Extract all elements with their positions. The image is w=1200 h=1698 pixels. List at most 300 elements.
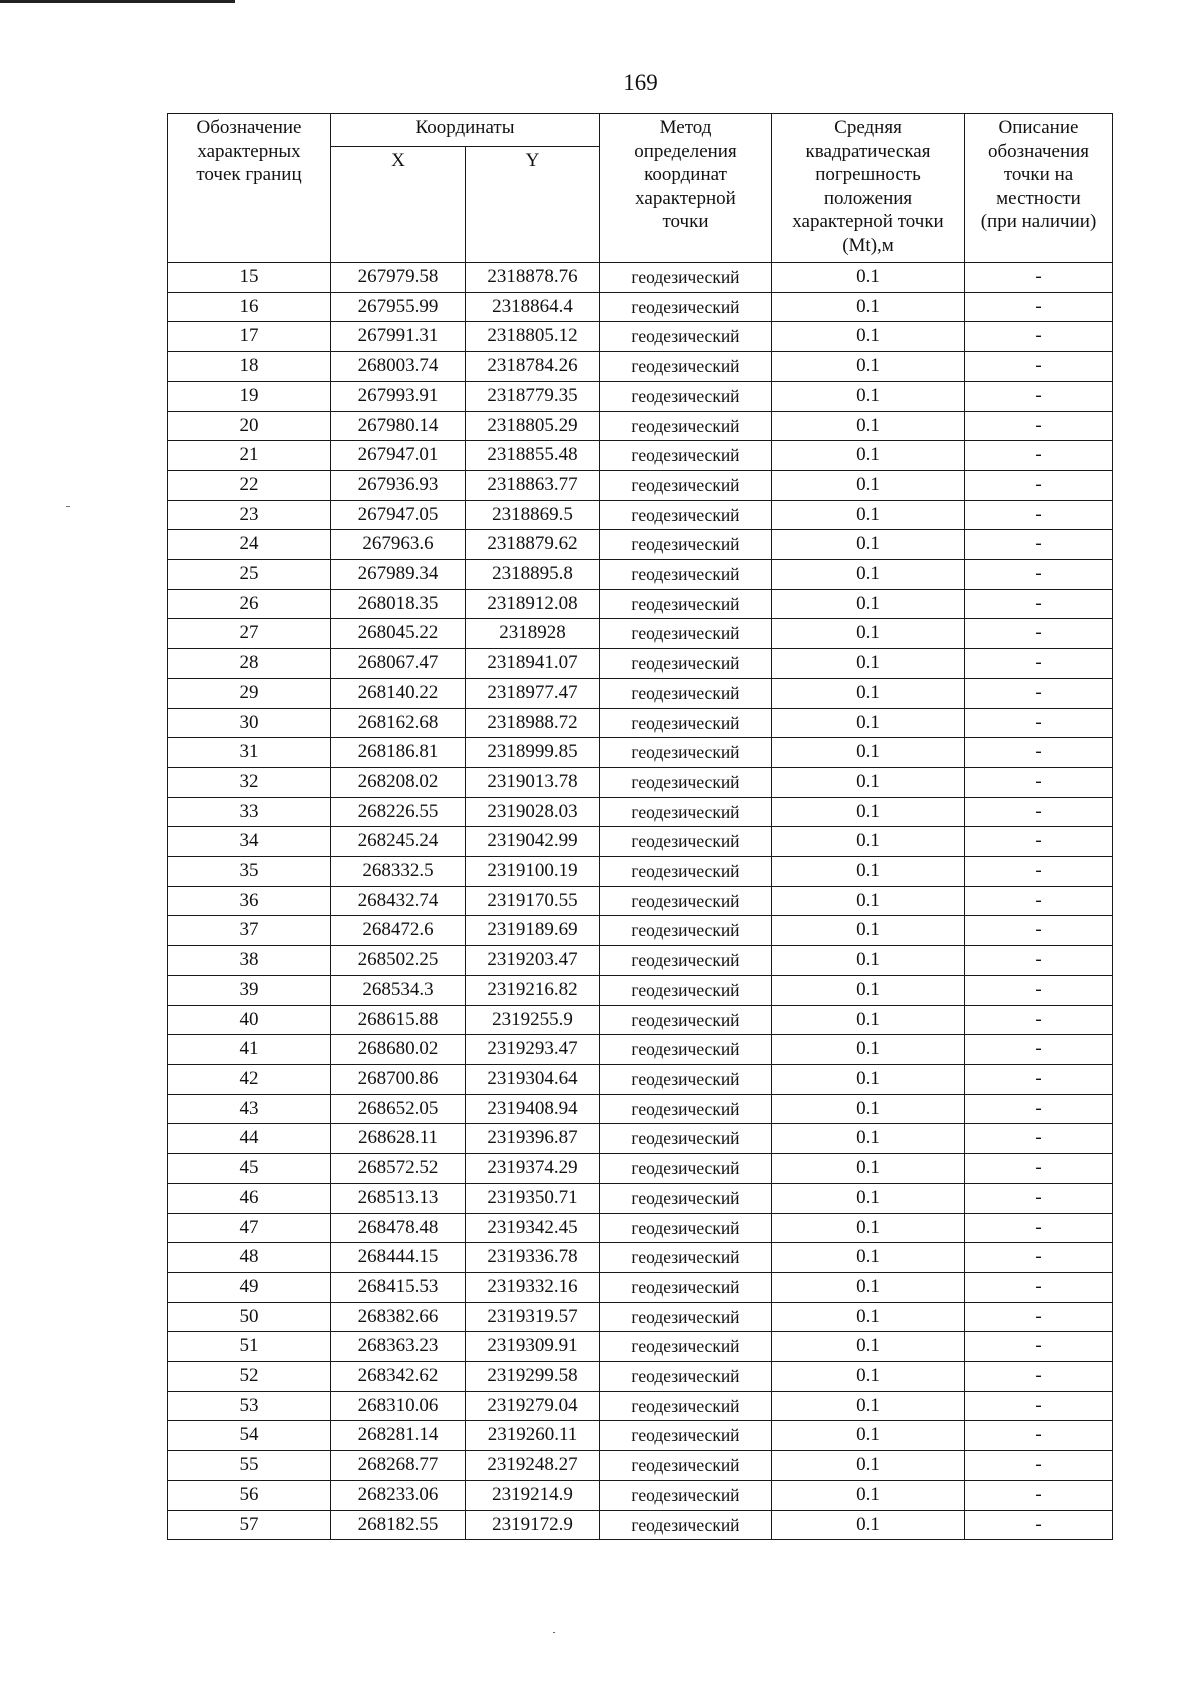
cell-y: 2318879.62: [466, 530, 600, 560]
cell-point: 39: [168, 975, 331, 1005]
cell-x: 268342.62: [331, 1362, 466, 1392]
cell-point: 34: [168, 827, 331, 857]
cell-error: 0.1: [772, 738, 965, 768]
cell-x: 268281.14: [331, 1421, 466, 1451]
cell-method: геодезический: [600, 1421, 772, 1451]
cell-y: 2318895.8: [466, 560, 600, 590]
cell-error: 0.1: [772, 500, 965, 530]
cell-x: 268700.86: [331, 1064, 466, 1094]
cell-x: 268245.24: [331, 827, 466, 857]
cell-y: 2318779.35: [466, 381, 600, 411]
cell-description: -: [965, 708, 1113, 738]
cell-error: 0.1: [772, 649, 965, 679]
cell-description: -: [965, 1005, 1113, 1035]
table-row: [168, 1213, 1113, 1243]
coordinates-table: [167, 113, 1113, 1540]
cell-point: 45: [168, 1154, 331, 1184]
cell-method: геодезический: [600, 797, 772, 827]
cell-point: 41: [168, 1035, 331, 1065]
table-row: [168, 292, 1113, 322]
cell-x: 268432.74: [331, 886, 466, 916]
cell-x: 267963.6: [331, 530, 466, 560]
cell-description: -: [965, 827, 1113, 857]
cell-y: 2319170.55: [466, 886, 600, 916]
cell-x: 268233.06: [331, 1480, 466, 1510]
cell-error: 0.1: [772, 975, 965, 1005]
cell-x: 268186.81: [331, 738, 466, 768]
cell-error: 0.1: [772, 1480, 965, 1510]
cell-x: 268226.55: [331, 797, 466, 827]
table-row: [168, 1064, 1113, 1094]
cell-point: 31: [168, 738, 331, 768]
table-row: [168, 1094, 1113, 1124]
table-row: [168, 649, 1113, 679]
cell-method: геодезический: [600, 1510, 772, 1540]
cell-method: геодезический: [600, 500, 772, 530]
cell-description: -: [965, 1362, 1113, 1392]
cell-y: 2319336.78: [466, 1243, 600, 1273]
table-header: [168, 114, 1113, 263]
cell-x: 268067.47: [331, 649, 466, 679]
cell-description: -: [965, 1183, 1113, 1213]
cell-x: 268615.88: [331, 1005, 466, 1035]
cell-point: 50: [168, 1302, 331, 1332]
table-row: [168, 946, 1113, 976]
cell-description: -: [965, 441, 1113, 471]
cell-method: геодезический: [600, 1243, 772, 1273]
cell-x: 268045.22: [331, 619, 466, 649]
cell-point: 15: [168, 263, 331, 293]
cell-point: 48: [168, 1243, 331, 1273]
header-y: Y: [466, 147, 600, 263]
cell-point: 17: [168, 322, 331, 352]
cell-x: 267947.01: [331, 441, 466, 471]
cell-error: 0.1: [772, 1362, 965, 1392]
cell-error: 0.1: [772, 1451, 965, 1481]
table-row: [168, 797, 1113, 827]
cell-description: -: [965, 797, 1113, 827]
cell-error: 0.1: [772, 1391, 965, 1421]
cell-method: геодезический: [600, 678, 772, 708]
cell-error: 0.1: [772, 1005, 965, 1035]
cell-point: 54: [168, 1421, 331, 1451]
cell-point: 42: [168, 1064, 331, 1094]
cell-description: -: [965, 470, 1113, 500]
cell-x: 268182.55: [331, 1510, 466, 1540]
cell-description: -: [965, 738, 1113, 768]
cell-point: 24: [168, 530, 331, 560]
cell-error: 0.1: [772, 322, 965, 352]
table-row: [168, 678, 1113, 708]
table-row: [168, 1480, 1113, 1510]
cell-method: геодезический: [600, 1094, 772, 1124]
cell-error: 0.1: [772, 381, 965, 411]
cell-x: 268208.02: [331, 767, 466, 797]
cell-x: 268003.74: [331, 352, 466, 382]
cell-x: 268652.05: [331, 1094, 466, 1124]
cell-method: геодезический: [600, 1480, 772, 1510]
cell-y: 2319304.64: [466, 1064, 600, 1094]
cell-point: 40: [168, 1005, 331, 1035]
cell-y: 2319203.47: [466, 946, 600, 976]
cell-x: 267979.58: [331, 263, 466, 293]
cell-description: -: [965, 530, 1113, 560]
table-row: [168, 1005, 1113, 1035]
cell-point: 37: [168, 916, 331, 946]
cell-method: геодезический: [600, 1272, 772, 1302]
cell-description: -: [965, 1272, 1113, 1302]
cell-method: геодезический: [600, 1183, 772, 1213]
cell-y: 2319172.9: [466, 1510, 600, 1540]
cell-x: 267955.99: [331, 292, 466, 322]
cell-point: 22: [168, 470, 331, 500]
cell-y: 2319189.69: [466, 916, 600, 946]
cell-method: геодезический: [600, 1332, 772, 1362]
cell-description: -: [965, 975, 1113, 1005]
cell-y: 2319408.94: [466, 1094, 600, 1124]
cell-point: 57: [168, 1510, 331, 1540]
cell-point: 49: [168, 1272, 331, 1302]
cell-error: 0.1: [772, 1094, 965, 1124]
cell-error: 0.1: [772, 352, 965, 382]
cell-method: геодезический: [600, 589, 772, 619]
cell-description: -: [965, 500, 1113, 530]
cell-x: 268534.3: [331, 975, 466, 1005]
cell-error: 0.1: [772, 1272, 965, 1302]
table-row: [168, 1451, 1113, 1481]
cell-description: -: [965, 322, 1113, 352]
cell-method: геодезический: [600, 767, 772, 797]
cell-method: геодезический: [600, 649, 772, 679]
cell-error: 0.1: [772, 263, 965, 293]
cell-point: 43: [168, 1094, 331, 1124]
cell-point: 18: [168, 352, 331, 382]
cell-method: геодезический: [600, 441, 772, 471]
cell-method: геодезический: [600, 1391, 772, 1421]
cell-error: 0.1: [772, 1154, 965, 1184]
cell-error: 0.1: [772, 1064, 965, 1094]
cell-method: геодезический: [600, 470, 772, 500]
cell-y: 2319028.03: [466, 797, 600, 827]
header-method: Метод определения координат характерной точки: [600, 114, 772, 263]
cell-point: 23: [168, 500, 331, 530]
cell-description: -: [965, 857, 1113, 887]
cell-description: -: [965, 1094, 1113, 1124]
cell-description: -: [965, 1154, 1113, 1184]
cell-y: 2318999.85: [466, 738, 600, 768]
cell-method: геодезический: [600, 1362, 772, 1392]
cell-x: 268502.25: [331, 946, 466, 976]
cell-error: 0.1: [772, 857, 965, 887]
cell-y: 2319216.82: [466, 975, 600, 1005]
cell-method: геодезический: [600, 322, 772, 352]
page-number: 169: [623, 70, 658, 95]
cell-method: геодезический: [600, 292, 772, 322]
cell-y: 2319342.45: [466, 1213, 600, 1243]
cell-point: 21: [168, 441, 331, 471]
cell-point: 28: [168, 649, 331, 679]
cell-error: 0.1: [772, 1124, 965, 1154]
cell-x: 268572.52: [331, 1154, 466, 1184]
cell-point: 56: [168, 1480, 331, 1510]
table-row: [168, 738, 1113, 768]
cell-method: геодезический: [600, 530, 772, 560]
cell-method: геодезический: [600, 1213, 772, 1243]
cell-description: -: [965, 560, 1113, 590]
cell-description: -: [965, 1451, 1113, 1481]
cell-error: 0.1: [772, 441, 965, 471]
cell-point: 25: [168, 560, 331, 590]
cell-description: -: [965, 1302, 1113, 1332]
cell-y: 2319293.47: [466, 1035, 600, 1065]
cell-x: 268018.35: [331, 589, 466, 619]
table-row: [168, 589, 1113, 619]
cell-error: 0.1: [772, 1243, 965, 1273]
cell-method: геодезический: [600, 827, 772, 857]
cell-point: 33: [168, 797, 331, 827]
cell-method: геодезический: [600, 886, 772, 916]
cell-x: 268513.13: [331, 1183, 466, 1213]
cell-point: 46: [168, 1183, 331, 1213]
cell-error: 0.1: [772, 619, 965, 649]
cell-y: 2318941.07: [466, 649, 600, 679]
table-row: [168, 619, 1113, 649]
table-row: [168, 322, 1113, 352]
cell-error: 0.1: [772, 470, 965, 500]
cell-method: геодезический: [600, 381, 772, 411]
cell-point: 16: [168, 292, 331, 322]
cell-method: геодезический: [600, 263, 772, 293]
cell-y: 2318863.77: [466, 470, 600, 500]
cell-y: 2319309.91: [466, 1332, 600, 1362]
cell-error: 0.1: [772, 1421, 965, 1451]
cell-y: 2319279.04: [466, 1391, 600, 1421]
cell-point: 32: [168, 767, 331, 797]
cell-y: 2318864.4: [466, 292, 600, 322]
cell-point: 27: [168, 619, 331, 649]
cell-point: 20: [168, 411, 331, 441]
cell-y: 2318928: [466, 619, 600, 649]
cell-error: 0.1: [772, 1510, 965, 1540]
cell-error: 0.1: [772, 292, 965, 322]
cell-x: 268415.53: [331, 1272, 466, 1302]
table-row: [168, 1154, 1113, 1184]
cell-error: 0.1: [772, 797, 965, 827]
cell-method: геодезический: [600, 708, 772, 738]
table-row: [168, 886, 1113, 916]
cell-x: 268628.11: [331, 1124, 466, 1154]
cell-description: -: [965, 1243, 1113, 1273]
cell-method: геодезический: [600, 738, 772, 768]
cell-y: 2319299.58: [466, 1362, 600, 1392]
cell-point: 53: [168, 1391, 331, 1421]
cell-x: 268332.5: [331, 857, 466, 887]
cell-method: геодезический: [600, 916, 772, 946]
cell-y: 2319396.87: [466, 1124, 600, 1154]
table-row: [168, 470, 1113, 500]
cell-error: 0.1: [772, 678, 965, 708]
table-row: [168, 1332, 1113, 1362]
cell-y: 2318869.5: [466, 500, 600, 530]
cell-point: 19: [168, 381, 331, 411]
cell-point: 51: [168, 1332, 331, 1362]
cell-method: геодезический: [600, 560, 772, 590]
cell-method: геодезический: [600, 619, 772, 649]
cell-x: 268363.23: [331, 1332, 466, 1362]
cell-y: 2318805.12: [466, 322, 600, 352]
cell-x: 268444.15: [331, 1243, 466, 1273]
cell-description: -: [965, 1124, 1113, 1154]
cell-y: 2319319.57: [466, 1302, 600, 1332]
cell-method: геодезический: [600, 411, 772, 441]
cell-x: 267980.14: [331, 411, 466, 441]
cell-description: -: [965, 1035, 1113, 1065]
table-row: [168, 263, 1113, 293]
table-row: [168, 411, 1113, 441]
cell-error: 0.1: [772, 1035, 965, 1065]
cell-point: 30: [168, 708, 331, 738]
cell-description: -: [965, 946, 1113, 976]
cell-method: геодезический: [600, 352, 772, 382]
cell-y: 2318912.08: [466, 589, 600, 619]
cell-error: 0.1: [772, 916, 965, 946]
table-row: [168, 500, 1113, 530]
cell-error: 0.1: [772, 946, 965, 976]
cell-error: 0.1: [772, 1302, 965, 1332]
cell-method: геодезический: [600, 1064, 772, 1094]
cell-y: 2319260.11: [466, 1421, 600, 1451]
cell-point: 26: [168, 589, 331, 619]
cell-x: 268382.66: [331, 1302, 466, 1332]
cell-error: 0.1: [772, 1183, 965, 1213]
cell-description: -: [965, 886, 1113, 916]
cell-description: -: [965, 1421, 1113, 1451]
cell-description: -: [965, 352, 1113, 382]
scan-speck: [66, 506, 70, 507]
cell-description: -: [965, 1213, 1113, 1243]
cell-y: 2318784.26: [466, 352, 600, 382]
cell-point: 35: [168, 857, 331, 887]
cell-y: 2318855.48: [466, 441, 600, 471]
cell-description: -: [965, 589, 1113, 619]
cell-description: -: [965, 1510, 1113, 1540]
cell-method: геодезический: [600, 1124, 772, 1154]
cell-y: 2319255.9: [466, 1005, 600, 1035]
cell-description: -: [965, 916, 1113, 946]
cell-description: -: [965, 263, 1113, 293]
table-row: [168, 975, 1113, 1005]
cell-x: 268478.48: [331, 1213, 466, 1243]
cell-x: 267989.34: [331, 560, 466, 590]
table-row: [168, 1124, 1113, 1154]
scan-speck: [553, 1632, 555, 1633]
cell-description: -: [965, 1480, 1113, 1510]
cell-point: 52: [168, 1362, 331, 1392]
table-row: [168, 708, 1113, 738]
cell-method: геодезический: [600, 946, 772, 976]
cell-y: 2319013.78: [466, 767, 600, 797]
table-row: [168, 530, 1113, 560]
cell-x: 267936.93: [331, 470, 466, 500]
cell-description: -: [965, 619, 1113, 649]
cell-description: -: [965, 1332, 1113, 1362]
cell-x: 268140.22: [331, 678, 466, 708]
cell-y: 2319332.16: [466, 1272, 600, 1302]
cell-x: 268310.06: [331, 1391, 466, 1421]
cell-error: 0.1: [772, 589, 965, 619]
table-row: [168, 1362, 1113, 1392]
table-row: [168, 560, 1113, 590]
cell-error: 0.1: [772, 1213, 965, 1243]
cell-method: геодезический: [600, 1302, 772, 1332]
scan-edge-line: [0, 0, 235, 3]
header-coordinates: Координаты: [331, 114, 600, 147]
cell-x: 268680.02: [331, 1035, 466, 1065]
cell-y: 2318805.29: [466, 411, 600, 441]
table-row: [168, 1272, 1113, 1302]
cell-method: геодезический: [600, 1035, 772, 1065]
cell-y: 2319248.27: [466, 1451, 600, 1481]
cell-y: 2319214.9: [466, 1480, 600, 1510]
cell-description: -: [965, 1064, 1113, 1094]
cell-error: 0.1: [772, 530, 965, 560]
cell-error: 0.1: [772, 1332, 965, 1362]
cell-method: геодезический: [600, 975, 772, 1005]
cell-method: геодезический: [600, 857, 772, 887]
cell-y: 2319350.71: [466, 1183, 600, 1213]
cell-point: 44: [168, 1124, 331, 1154]
cell-point: 29: [168, 678, 331, 708]
header-point: Обозначение характерных точек границ: [168, 114, 331, 263]
cell-description: -: [965, 649, 1113, 679]
cell-error: 0.1: [772, 767, 965, 797]
table-row: [168, 1035, 1113, 1065]
cell-point: 38: [168, 946, 331, 976]
cell-x: 268162.68: [331, 708, 466, 738]
header-x: X: [331, 147, 466, 263]
table-row: [168, 827, 1113, 857]
table-row: [168, 1391, 1113, 1421]
cell-description: -: [965, 678, 1113, 708]
cell-description: -: [965, 381, 1113, 411]
table-body: [168, 263, 1113, 1540]
cell-point: 55: [168, 1451, 331, 1481]
cell-error: 0.1: [772, 708, 965, 738]
table-row: [168, 352, 1113, 382]
cell-x: 267993.91: [331, 381, 466, 411]
cell-y: 2319042.99: [466, 827, 600, 857]
cell-description: -: [965, 411, 1113, 441]
header-error: Средняя квадратическая погрешность положения характерной точки (Mt),м: [772, 114, 965, 263]
table-row: [168, 1302, 1113, 1332]
cell-y: 2318878.76: [466, 263, 600, 293]
cell-method: геодезический: [600, 1154, 772, 1184]
cell-description: -: [965, 292, 1113, 322]
cell-x: 267991.31: [331, 322, 466, 352]
cell-y: 2318977.47: [466, 678, 600, 708]
cell-error: 0.1: [772, 886, 965, 916]
cell-description: -: [965, 1391, 1113, 1421]
cell-error: 0.1: [772, 827, 965, 857]
cell-x: 268268.77: [331, 1451, 466, 1481]
table-row: [168, 1243, 1113, 1273]
cell-error: 0.1: [772, 411, 965, 441]
table-row: [168, 381, 1113, 411]
cell-point: 47: [168, 1213, 331, 1243]
table-row: [168, 1421, 1113, 1451]
cell-error: 0.1: [772, 560, 965, 590]
header-description: Описание обозначения точки на местности (при наличии): [965, 114, 1113, 263]
